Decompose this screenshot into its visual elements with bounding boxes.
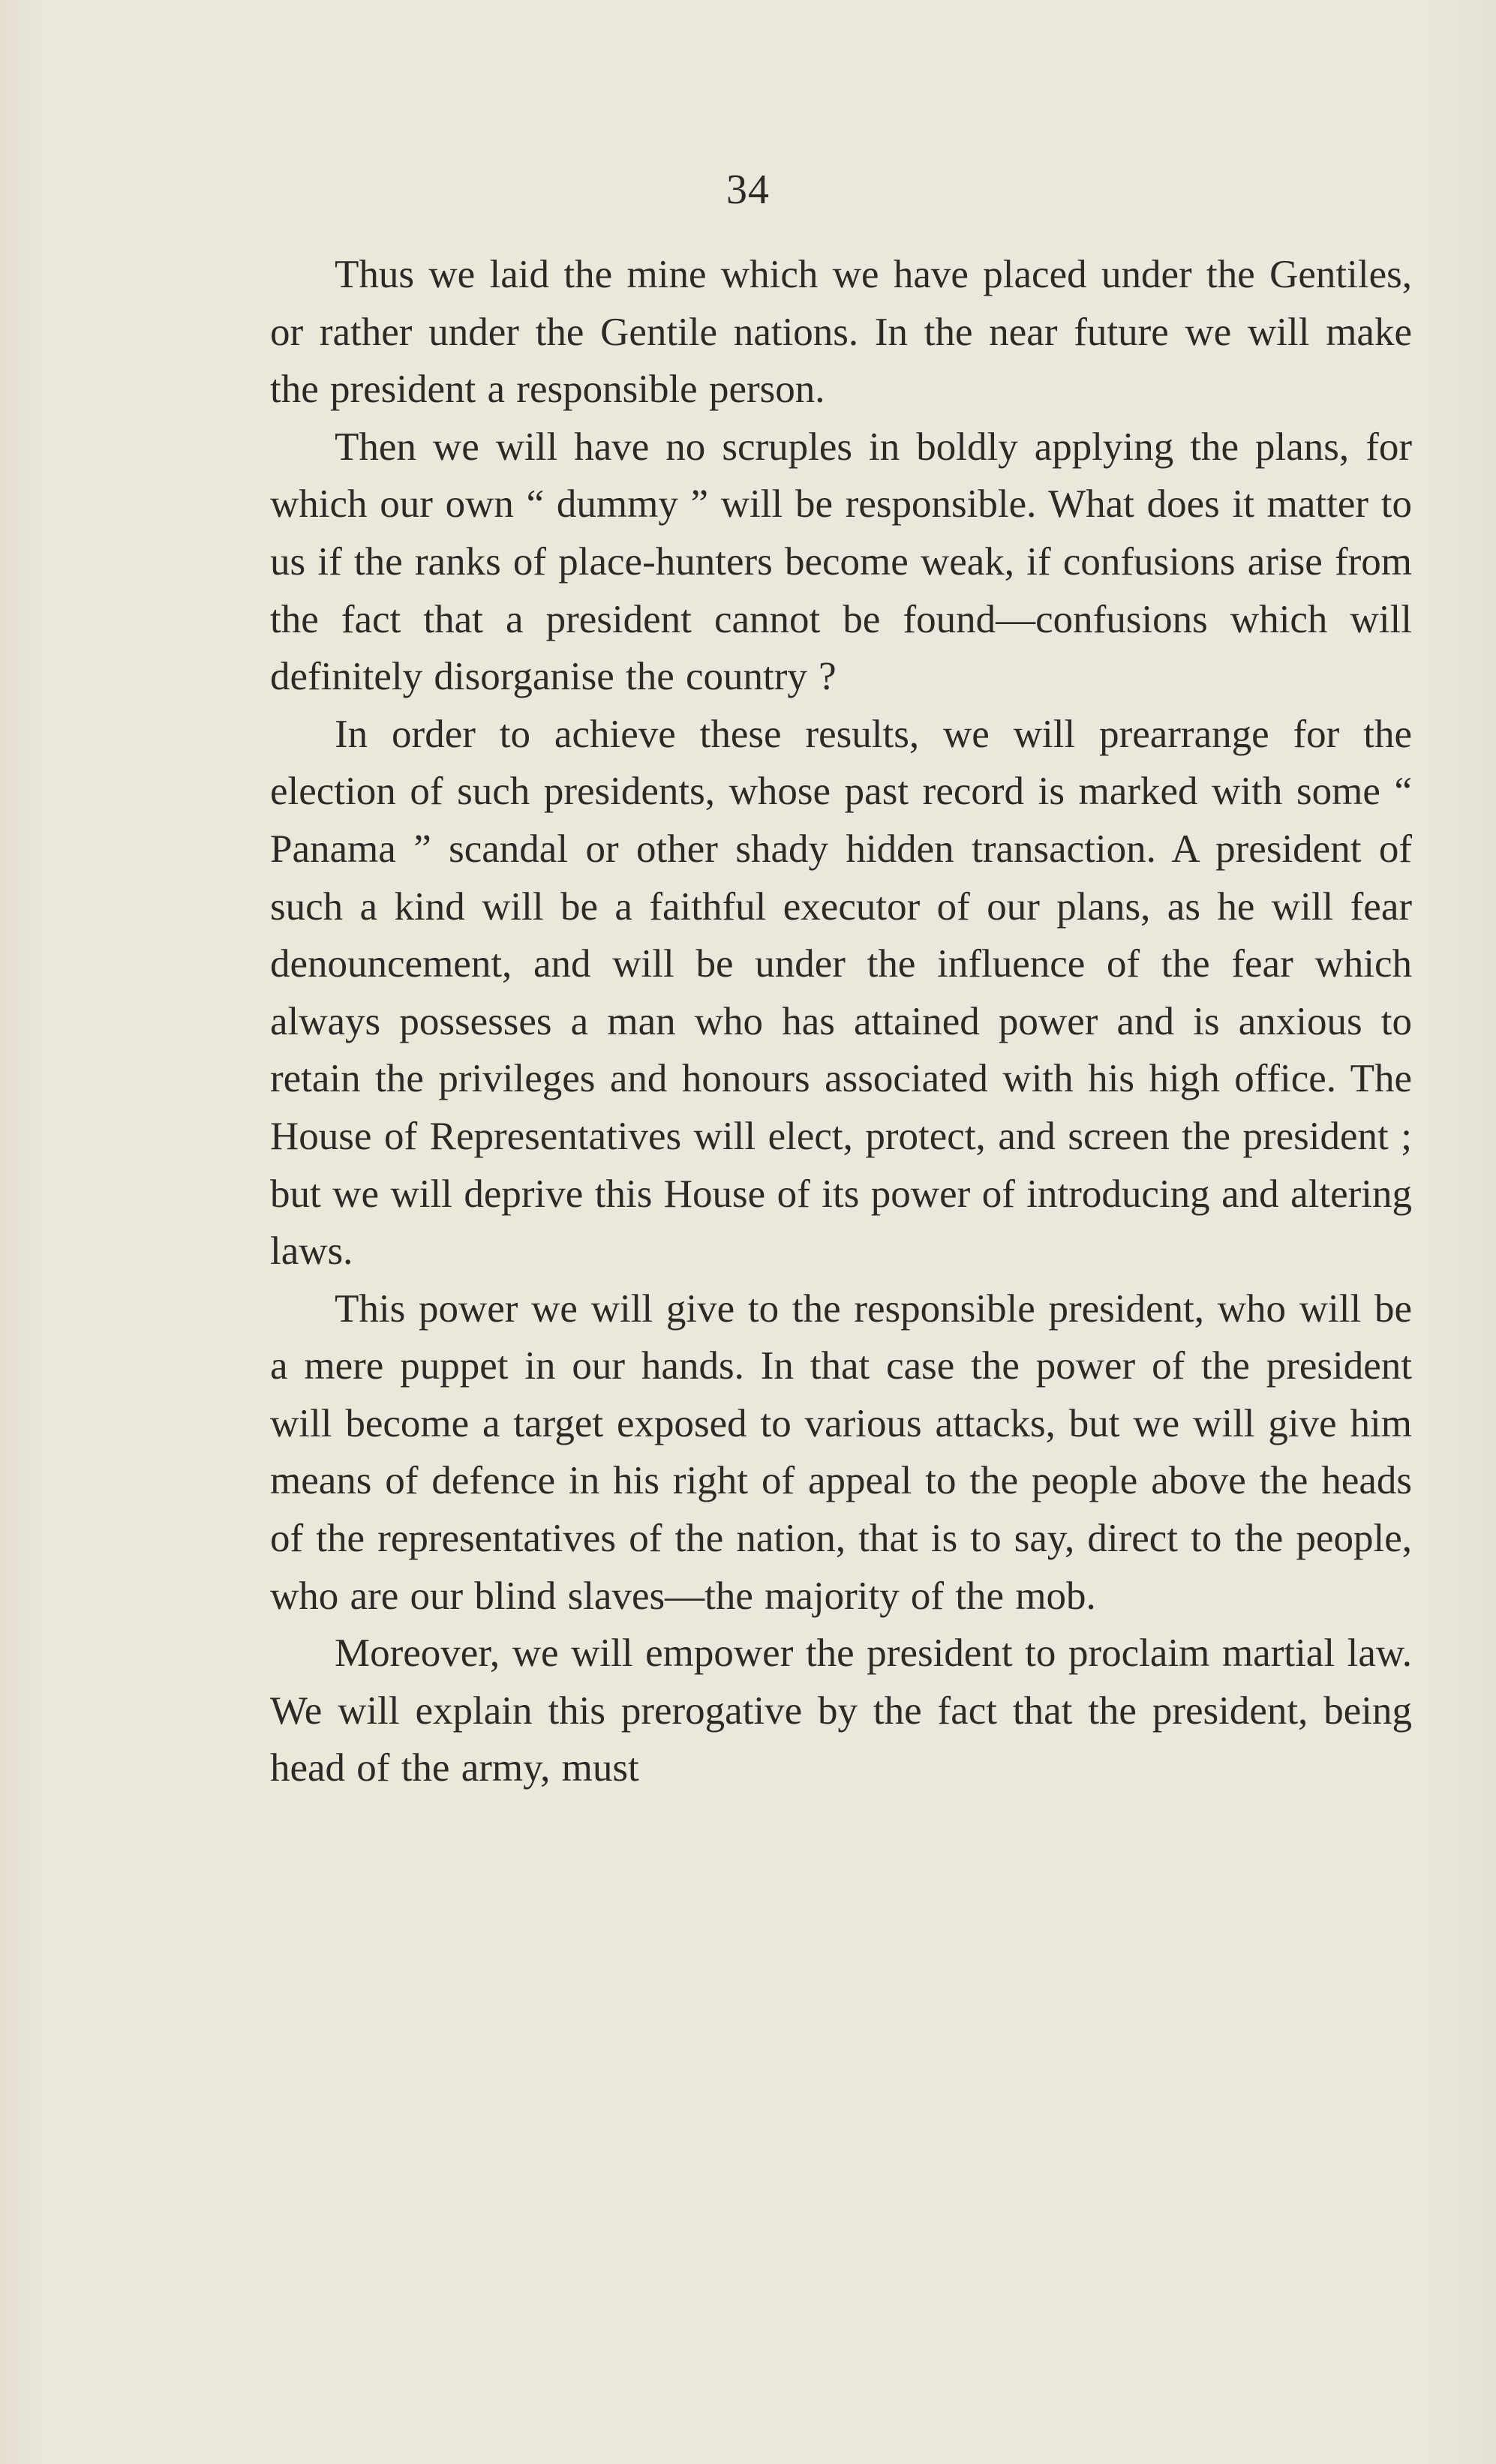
paragraph: Then we will have no scruples in boldly applying the plans, for which our own “ dummy ” will be responsible. What does it matter to us if the ranks of place-hunters become weak, if confusions arise from the fact that a president cannot be found—confusions which will definitely disorganise the country ? — [270, 425, 1412, 699]
page-number: 34 — [726, 167, 770, 213]
body-text — [270, 246, 1412, 1797]
paragraph: This power we will give to the responsible president, who will be a mere puppet in our hands. In that case the power of the president will become a target exposed to various attacks, but we will give him means of defence in his right of appeal to the people above the heads of the representatives of the nation, that is to say, direct to the people, who are our blind slaves—the majority of the mob. — [270, 1286, 1412, 1618]
paragraph: Moreover, we will empower the president to proclaim martial law. We will explain this prerogative by the fact that the president, being head of the army, must — [270, 1631, 1412, 1790]
paragraph: Thus we laid the mine which we have placed under the Gentiles, or rather under the Gentile nations. In the near future we will make the president a responsible person. — [270, 253, 1412, 412]
paragraph: In order to achieve these results, we will prearrange for the election of such presidents, whose past record is marked with some “ Panama ” scandal or other shady hidden transaction. A president of such a kind will be a faithful executor of our plans, as he will fear denouncement, and will be under the influence of the fear which always possesses a man who has attained power and is anxious to retain the privileges and honours associated with his high office. The House of Representatives will elect, protect, and screen the president ; but we will deprive this House of its power of introducing and altering laws. — [270, 712, 1412, 1274]
